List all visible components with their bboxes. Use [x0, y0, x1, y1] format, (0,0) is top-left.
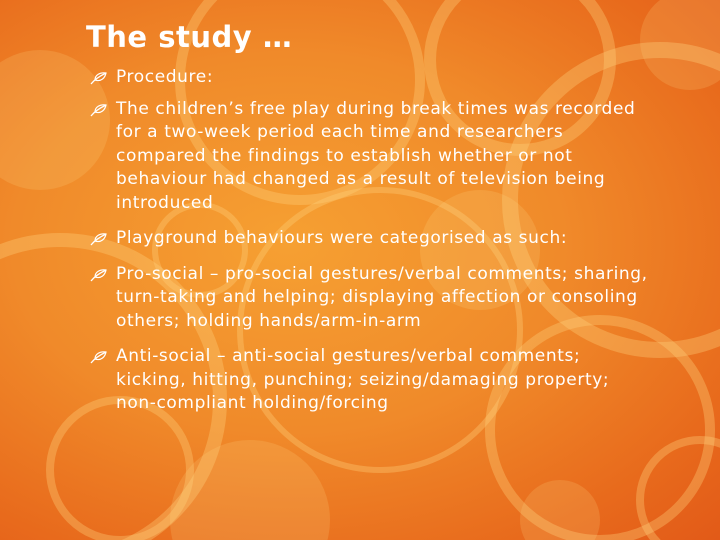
bullet-item [90, 98, 650, 216]
leaf-icon [90, 103, 108, 117]
bullet-text: The children’s free play during break times was recorded for a two-week period each time and researchers compared the findings to establish whether or not behaviour had changed as a result of television being introduced [116, 98, 636, 213]
bullet-item [90, 345, 650, 416]
leaf-icon [90, 232, 108, 246]
leaf-icon [90, 71, 108, 85]
bullet-text: Procedure: [116, 67, 214, 87]
slide-title: The study … [86, 20, 293, 54]
bullet-text: Pro-social – pro-social gestures/verbal comments; sharing, turn-taking and helping; displaying affection or consoling others; holding hands/arm-in-arm [116, 263, 648, 331]
bullet-item [90, 66, 650, 90]
bullet-item [90, 227, 650, 251]
leaf-icon [90, 268, 108, 282]
leaf-icon [90, 350, 108, 364]
bullet-text: Playground behaviours were categorised as such: [116, 228, 568, 248]
bullet-item [90, 263, 650, 334]
bullet-list [90, 66, 650, 428]
bullet-text: Anti-social – anti-social gestures/verbal comments; kicking, hitting, punching; seizing/damaging property; non-compliant holding/forcing [116, 346, 610, 413]
